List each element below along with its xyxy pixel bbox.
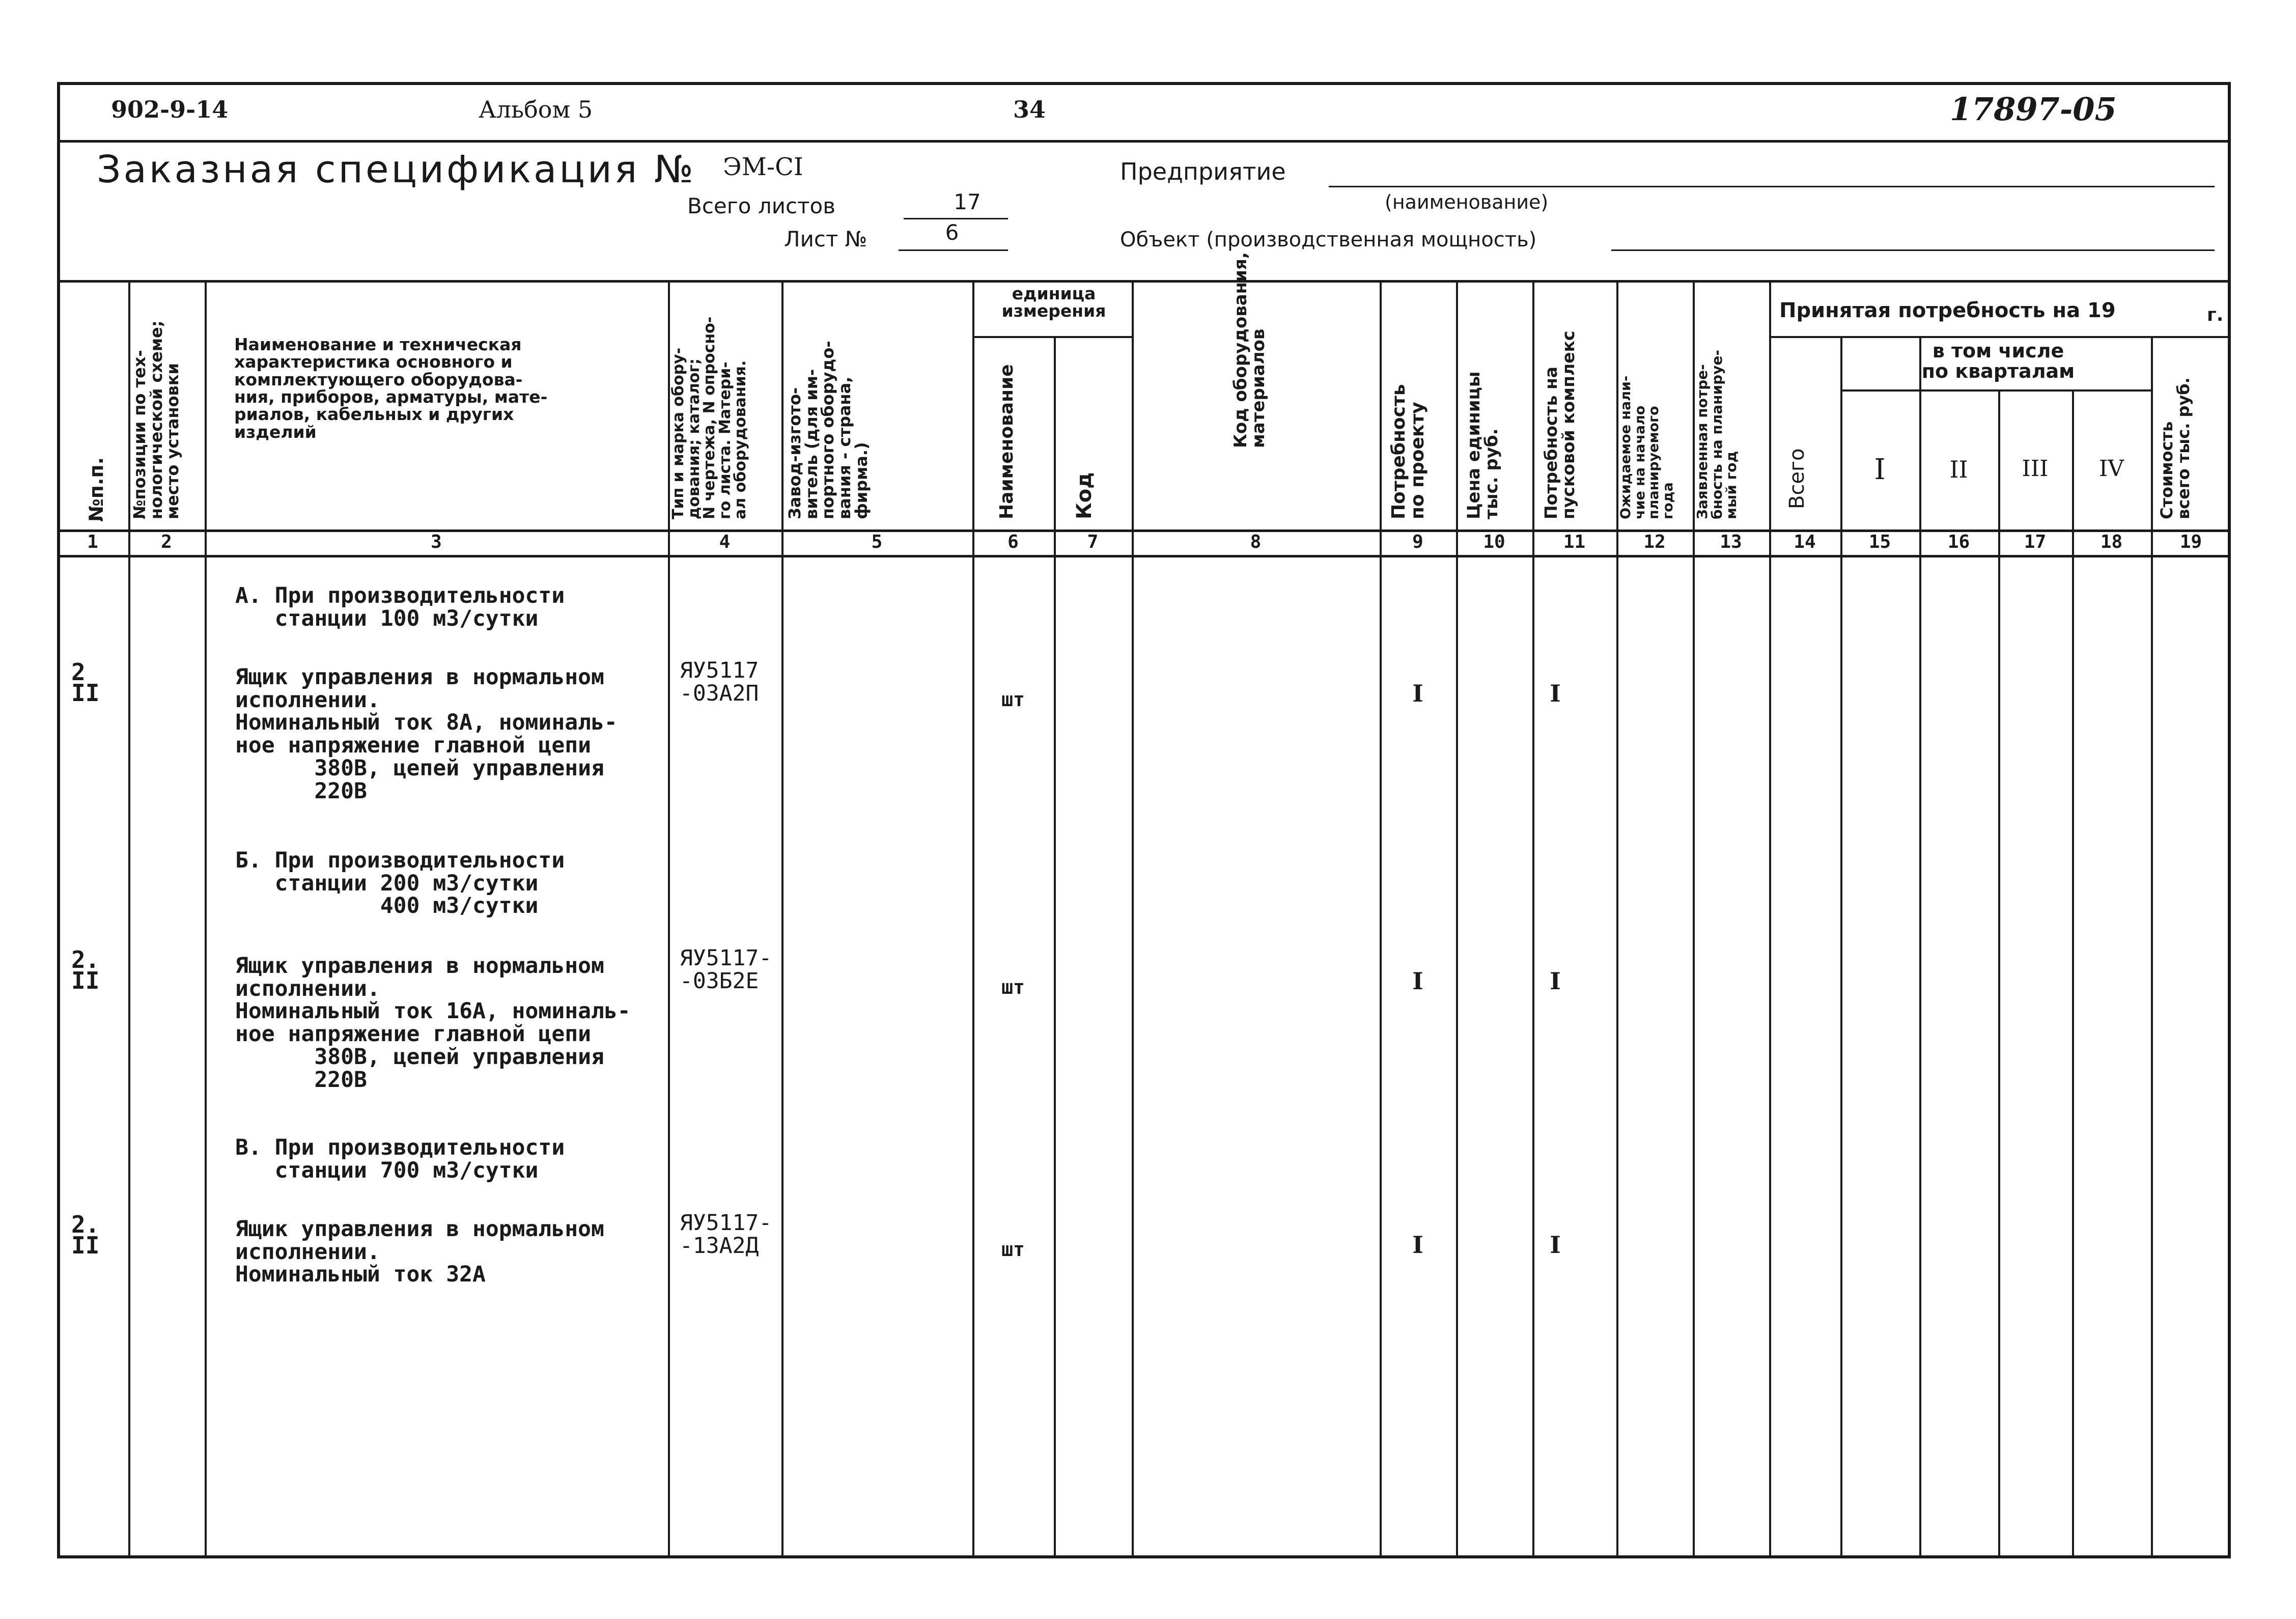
col-13-header: Заявленная потре- бность на планируе- мый год: [1694, 349, 1740, 519]
object-line: [1611, 249, 2215, 251]
col-line: [2072, 389, 2074, 1558]
enterprise-name-hint: (наименование): [1385, 191, 1549, 213]
item-need: I: [1412, 967, 1423, 995]
col-6-header: Наименование: [996, 364, 1017, 519]
section-heading: Б. При производительности станции 200 м3/сутки 400 м3/сутки: [235, 848, 565, 919]
col-line: [1840, 336, 1842, 1558]
item-need: I: [1412, 680, 1423, 707]
enterprise-label: Предприятие: [1120, 158, 1286, 185]
accepted-header: Принятая потребность на 19: [1779, 299, 2116, 322]
item-type: ЯУ5117- -03Б2Е: [680, 945, 772, 994]
title-divider: [57, 280, 2231, 283]
quarter-3-header: III: [2022, 456, 2049, 482]
quarter-1-header: I: [1874, 453, 1886, 486]
item-launch: I: [1550, 967, 1561, 995]
item-unit: шт: [1001, 688, 1025, 711]
col-number: 7: [1087, 532, 1099, 552]
document-number: 17897-05: [1950, 91, 2117, 128]
spec-title: Заказная спецификация №: [97, 148, 696, 191]
sheet-number: 6: [945, 220, 959, 245]
col-line: [1132, 280, 1134, 1558]
col-line: [1532, 280, 1534, 1558]
col-number: 5: [871, 532, 883, 552]
col-line: [1054, 336, 1056, 1558]
row-number: 2. II: [71, 946, 100, 995]
item-description: Ящик управления в нормальном исполнении. Номинальный ток 32А: [235, 1216, 604, 1288]
col-number: 11: [1563, 532, 1586, 552]
quarters-group-line: [1840, 389, 2151, 392]
quarter-2-header: II: [1949, 456, 1968, 483]
unit-group-line: [972, 336, 1132, 338]
col-number: 17: [2024, 532, 2047, 552]
sheets-total: 17: [954, 189, 981, 214]
quarters-header: в том числе по кварталам: [1921, 340, 2075, 382]
col-5-header: Завод-изгото- витель (для им- портного оборудо- вания - страна, фирма.): [785, 341, 871, 519]
col-number: 12: [1643, 532, 1666, 552]
header-divider: [57, 140, 2231, 143]
col-number: 15: [1868, 532, 1891, 552]
sheets-total-line: [904, 218, 1008, 219]
item-unit: шт: [1001, 1238, 1025, 1261]
col-2-header: №позиции по тех- нологической схеме; место установки: [130, 320, 183, 519]
col-line: [2151, 336, 2153, 1558]
row-number: 2. II: [71, 1211, 100, 1260]
item-unit: шт: [1001, 976, 1025, 998]
item-description: Ящик управления в нормальном исполнении. Номинальный ток 8А, номиналь- ное напряжение главной цепи 380В, цепей управления 220В: [235, 664, 618, 804]
spec-number: ЭМ-CI: [723, 153, 803, 181]
col-number: 10: [1483, 532, 1505, 552]
col-line: [1998, 389, 2000, 1558]
sheets-total-label: Всего листов: [687, 193, 836, 218]
sheet-number-label: Лист №: [784, 227, 867, 252]
col-line: [1456, 280, 1458, 1558]
col-14-header: Всего: [1785, 448, 1809, 509]
accepted-group-line: [1769, 336, 2231, 338]
col-number: 9: [1412, 532, 1423, 552]
col-number: 2: [161, 532, 172, 552]
col-line: [1919, 336, 1921, 1558]
item-launch: I: [1550, 680, 1561, 707]
col-line: [205, 280, 207, 1558]
col-line: [972, 280, 974, 1558]
col-4-header: Тип и марка обору- дования; каталог; N чертежа, N опросно- го листа. Матери- ал оборудования.: [669, 316, 750, 519]
column-number-bottom: [57, 555, 2231, 557]
col-3-header: Наименование и техническая характеристика основного и комплектующего оборудова- ния, приборов, арматуры, мате- риалов, кабельных и других изделий: [234, 334, 548, 442]
col-number: 8: [1250, 532, 1262, 552]
item-launch: I: [1550, 1231, 1561, 1259]
col-number: 19: [2179, 532, 2202, 552]
col-number: 4: [719, 532, 731, 552]
col-number: 13: [1720, 532, 1742, 552]
page-number: 34: [1013, 96, 1046, 123]
col-number: 6: [1007, 532, 1019, 552]
section-heading: А. При производительности станции 100 м3/сутки: [235, 583, 565, 631]
item-type: ЯУ5117- -13А2Д: [680, 1210, 772, 1259]
item-type: ЯУ5117 -03А2П: [680, 658, 759, 706]
col-12-header: Ожидаемое нали- чие на начало планируемого года: [1618, 375, 1676, 519]
col-number: 16: [1947, 532, 1970, 552]
col-line: [1380, 280, 1382, 1558]
item-description: Ящик управления в нормальном исполнении. Номинальный ток 16А, номиналь- ное напряжение главной цепи 380В, цепей управления 220В: [235, 953, 631, 1093]
sheet-number-line: [899, 249, 1008, 251]
accepted-year-suffix: г.: [2207, 304, 2224, 325]
col-line: [781, 280, 783, 1558]
object-label: Объект (производственная мощность): [1120, 228, 1537, 252]
col-1-header: №п.п.: [85, 457, 107, 522]
series-code: 902-9-14: [111, 96, 229, 123]
quarter-4-header: IV: [2098, 456, 2124, 482]
section-heading: В. При производительности станции 700 м3/сутки: [235, 1135, 565, 1183]
unit-group-header: единица измерения: [1001, 284, 1106, 321]
col-10-header: Цена единицы тыс. руб.: [1464, 371, 1502, 519]
col-number: 3: [431, 532, 442, 552]
col-number: 14: [1794, 532, 1816, 552]
col-9-header: Потребность по проекту: [1388, 384, 1428, 519]
col-number: 1: [87, 532, 98, 552]
row-number: 2 II: [71, 658, 100, 707]
col-line: [1769, 280, 1771, 1558]
col-19-header: Стоимость всего тыс. руб.: [2157, 377, 2193, 519]
album-label: Альбом 5: [479, 96, 593, 123]
enterprise-line: [1329, 186, 2215, 187]
col-8-header: Код оборудования, материалов: [1230, 252, 1269, 448]
col-11-header: Потребность на пусковой комплекс: [1541, 330, 1578, 519]
col-number: 18: [2100, 532, 2123, 552]
col-7-header: Код: [1073, 472, 1096, 519]
item-need: I: [1412, 1231, 1423, 1259]
